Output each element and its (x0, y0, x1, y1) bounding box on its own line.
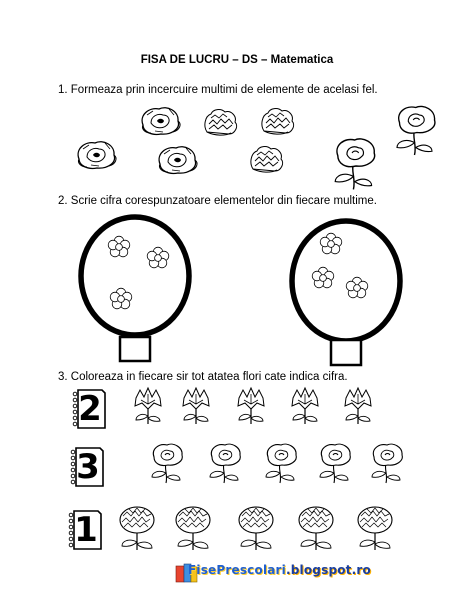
rose-icon[interactable] (266, 444, 296, 483)
small-chrysanthemum-icon[interactable] (238, 388, 264, 424)
rose-icon (78, 142, 116, 169)
dahlia-icon[interactable] (120, 507, 154, 550)
small-chrysanthemum-icon[interactable] (345, 388, 371, 424)
row-number-1 (69, 507, 392, 550)
task-2-instruction: 2. Scrie cifra corespunzatoare elementelor din fiecare multime. (58, 195, 377, 207)
rose-icon (159, 147, 197, 174)
rose-icon[interactable] (320, 444, 350, 483)
set-2 (292, 221, 400, 365)
rose-icon[interactable] (372, 444, 402, 483)
small-chrysanthemum-icon[interactable] (183, 388, 209, 424)
rose-icon[interactable] (210, 444, 240, 483)
dahlia-icon[interactable] (176, 507, 210, 550)
carnation-icon (262, 109, 294, 135)
task1-flower-group (78, 106, 435, 189)
task-3-instruction: 3. Coloreaza in fiecare sir tot atatea flori cate indica cifra. (58, 371, 348, 383)
set-2-answer-box[interactable] (331, 340, 361, 365)
footer-brand: FisePrescolari (188, 563, 286, 577)
task-1-instruction: 1. Formeaza prin incercuire multimi de elemente de acelasi fel. (58, 84, 378, 96)
set-1-answer-box[interactable] (120, 337, 150, 361)
rose-stem-icon (335, 139, 374, 190)
number-tile-value: 2 (78, 389, 102, 429)
rose-icon[interactable] (152, 444, 182, 483)
small-chrysanthemum-icon[interactable] (135, 388, 161, 424)
worksheet-title: FISA DE LUCRU – DS – Matematica (140, 54, 334, 66)
small-chrysanthemum-icon[interactable] (292, 388, 318, 424)
footer-domain: .blogspot.ro (286, 563, 371, 577)
carnation-icon (205, 110, 237, 136)
dahlia-icon[interactable] (299, 507, 333, 550)
row-number-2 (73, 388, 371, 429)
row-number-3 (71, 444, 402, 487)
number-tile-value: 3 (76, 447, 100, 487)
number-tile-value: 1 (74, 510, 98, 550)
set-1 (81, 217, 189, 361)
rose-stem-icon (397, 106, 435, 155)
rose-icon (142, 108, 180, 135)
carnation-icon (251, 147, 283, 173)
footer-watermark (188, 563, 410, 585)
dahlia-icon[interactable] (358, 507, 392, 550)
dahlia-icon[interactable] (239, 507, 273, 550)
